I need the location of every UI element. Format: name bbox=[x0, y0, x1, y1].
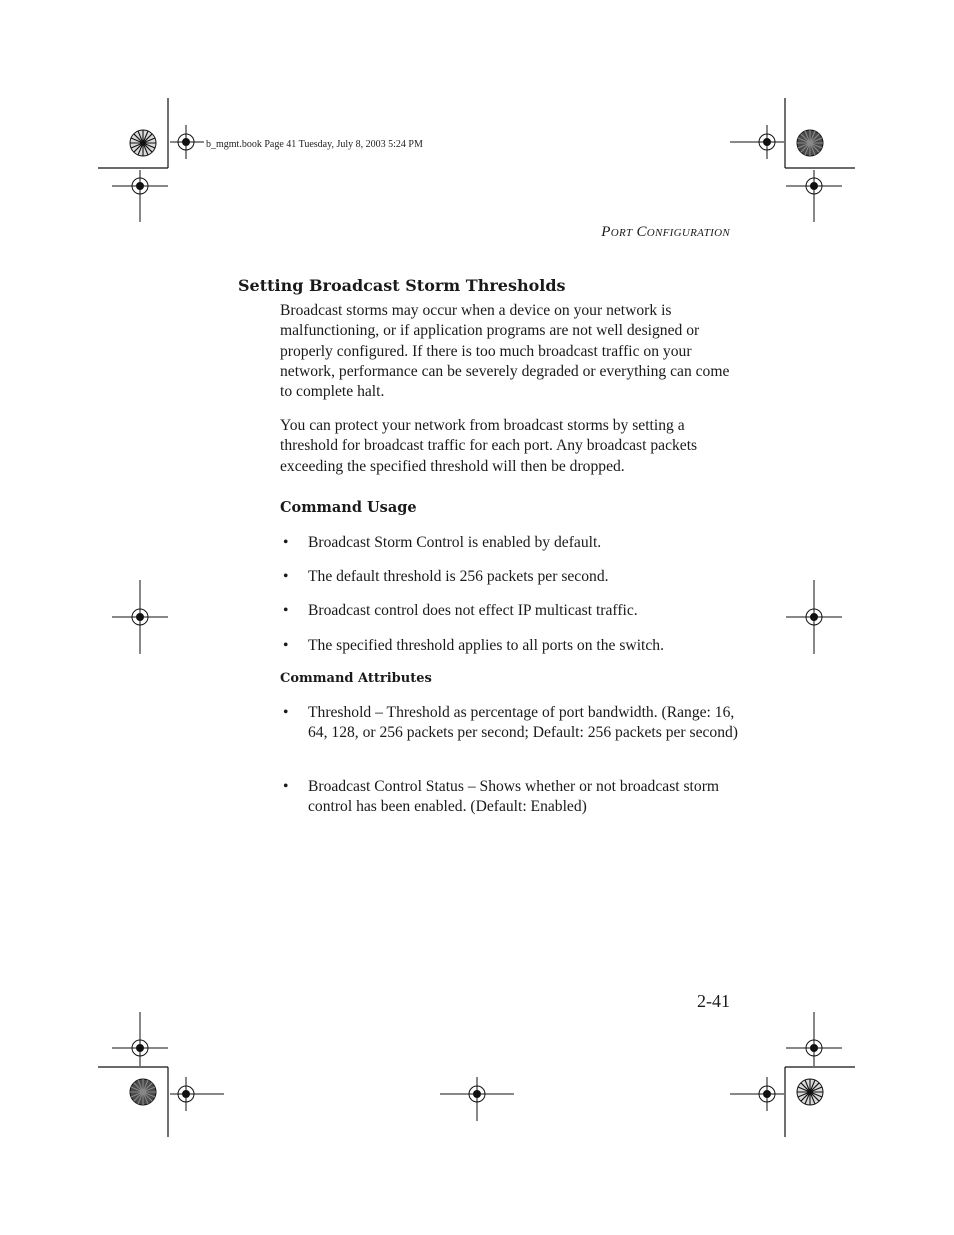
bullet-icon: • bbox=[283, 568, 289, 585]
registration-target-icon bbox=[440, 1077, 514, 1121]
command-usage-heading: Command Usage bbox=[280, 499, 417, 516]
star-target-icon bbox=[130, 1079, 156, 1105]
star-target-icon bbox=[130, 130, 156, 156]
running-head: Port Configuration bbox=[601, 224, 730, 240]
registration-target-icon bbox=[730, 1077, 784, 1111]
list-item-text: Broadcast Storm Control is enabled by default. bbox=[308, 534, 602, 551]
registration-target-icon bbox=[112, 1012, 168, 1066]
list-item-text: The specified threshold applies to all ports on the switch. bbox=[308, 637, 664, 654]
intro-paragraph: Broadcast storms may occur when a device on your network is malfunctioning, or if application programs are not well designed or properly configured. If there is too much broadcast traffic on your network, performance can be severely degraded or everything can come to complete halt. bbox=[280, 302, 730, 401]
bullet-icon: • bbox=[283, 602, 289, 619]
registration-target-icon bbox=[786, 580, 842, 654]
registration-target-icon bbox=[786, 170, 842, 222]
registration-target-icon bbox=[170, 1077, 224, 1111]
command-attributes-heading: Command Attributes bbox=[280, 671, 432, 686]
registration-target-icon bbox=[112, 170, 168, 222]
print-slug: b_mgmt.book Page 41 Tuesday, July 8, 2003 5:24 PM bbox=[206, 139, 423, 150]
protection-paragraph: You can protect your network from broadcast storms by setting a threshold for broadcast traffic for each port. Any broadcast packets exceeding the specified threshold will then be dropped. bbox=[280, 417, 698, 475]
list-item-text: Broadcast control does not effect IP multicast traffic. bbox=[308, 602, 638, 619]
bullet-icon: • bbox=[283, 637, 289, 654]
section-title: Setting Broadcast Storm Thresholds bbox=[238, 276, 566, 295]
bullet-icon: • bbox=[283, 778, 289, 795]
list-item-text: Threshold – Threshold as percentage of port bandwidth. (Range: 16, 64, 128, or 256 packets per second; Default: 256 packets per second) bbox=[308, 704, 738, 742]
list-item-text: The default threshold is 256 packets per second. bbox=[308, 568, 609, 585]
registration-target-icon bbox=[112, 580, 168, 654]
registration-target-icon bbox=[730, 125, 784, 159]
registration-target-icon bbox=[786, 1012, 842, 1066]
star-target-icon bbox=[797, 130, 823, 156]
star-target-icon bbox=[797, 1079, 823, 1105]
registration-target-icon bbox=[170, 125, 204, 159]
list-item-text: Broadcast Control Status – Shows whether or not broadcast storm control has been enabled. (Default: Enabled) bbox=[308, 778, 720, 816]
bullet-icon: • bbox=[283, 534, 289, 551]
page-number: 2-41 bbox=[697, 991, 730, 1011]
bullet-icon: • bbox=[283, 704, 289, 721]
